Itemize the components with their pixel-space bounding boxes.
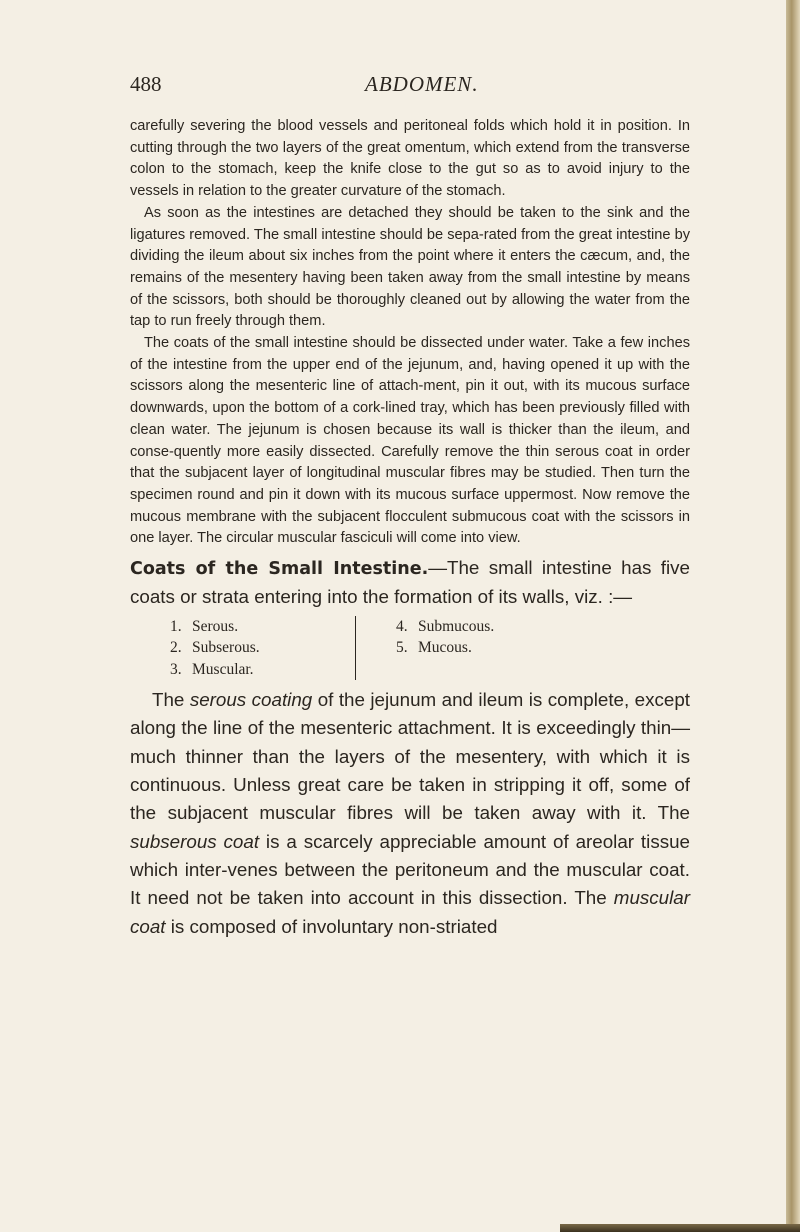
- page-bottom-edge: [560, 1224, 800, 1232]
- section-intro-text: —The small intestine has five coats or strata entering into the formation of its walls, viz. :—: [130, 557, 690, 608]
- page-edge: [786, 0, 800, 1232]
- list-item: 1. Serous.: [170, 617, 239, 635]
- paragraph-3: The coats of the small intestine should be dissected under water. Take a few inches of the intestine from the upper end of the jejunum, and, having opened it up with the scissors along the mesenteric line of attach-ment, pin it out, with its mucous surface downwards, upon the bottom of a cork-lined tray, which has been previously filled with clean water. The jejunum is chosen because its wall is thicker than the ileum, and conse-quently more easily dissected. Carefully remove the thin serous coat in order that the subjacent layer of longitudinal muscular fibres may be studied. Then turn the specimen round and pin it down with its mucous surface uppermost. Now remove the mucous membrane with the subjacent flocculent submucous coat with the scissors in one layer. The circular muscular fasciculi will come into view.: [130, 335, 690, 547]
- paragraph-1: carefully severing the blood vessels and peritoneal folds which hold it in position. In cutting through the two layers of the great omentum, which extend from the transverse colon to the stomach, keep the knife close to the gut so as to avoid injury to the vessels in relation to the greater curvature of the stomach.: [130, 118, 690, 200]
- term-muscular-coat: muscular coat: [130, 887, 690, 937]
- term-subserous-coat: subserous coat: [130, 830, 260, 852]
- page-number: 488: [130, 72, 162, 96]
- term-serous-coating: serous coating: [189, 689, 313, 711]
- body-text: [130, 116, 690, 941]
- list-item: 4. Submucous.: [396, 617, 495, 635]
- coats-column-left: [130, 616, 356, 681]
- page-header: [130, 72, 690, 102]
- list-item: 3. Muscular.: [170, 660, 254, 678]
- list-item: 5. Mucous.: [396, 639, 472, 657]
- list-item: 2. Subserous.: [170, 639, 260, 657]
- final-paragraph: The serous coating of the jejunum and ileum is complete, except along the line of the mesenteric attachment. It is exceedingly thin—much thinner than the layers of the mesentery, with which it is continuous. Unless great care be taken in stripping it off, some of the subjacent muscular fibres will be taken away with it. The subserous coat is a scarcely appreciable amount of areolar tissue which inter-venes between the peritoneum and the muscular coat. It need not be taken into account in this dissection. The muscular coat is composed of involuntary non-striated: [130, 689, 690, 937]
- paragraph-2: As soon as the intestines are detached they should be taken to the sink and the ligatures removed. The small intestine should be sepa-rated from the great intestine by dividing the ileum about six inches from the point where it enters the cæcum, and, the remains of the mesentery having been taken away from the small intestine by means of the scissors, both should be thoroughly cleaned out by allowing the water from the tap to run freely through them.: [130, 204, 690, 330]
- running-head: ABDOMEN.: [365, 72, 479, 96]
- section-heading: Coats of the Small Intestine.: [130, 559, 429, 580]
- coats-list: [130, 616, 690, 681]
- section-intro: [130, 554, 690, 612]
- coats-column-right: [356, 616, 494, 681]
